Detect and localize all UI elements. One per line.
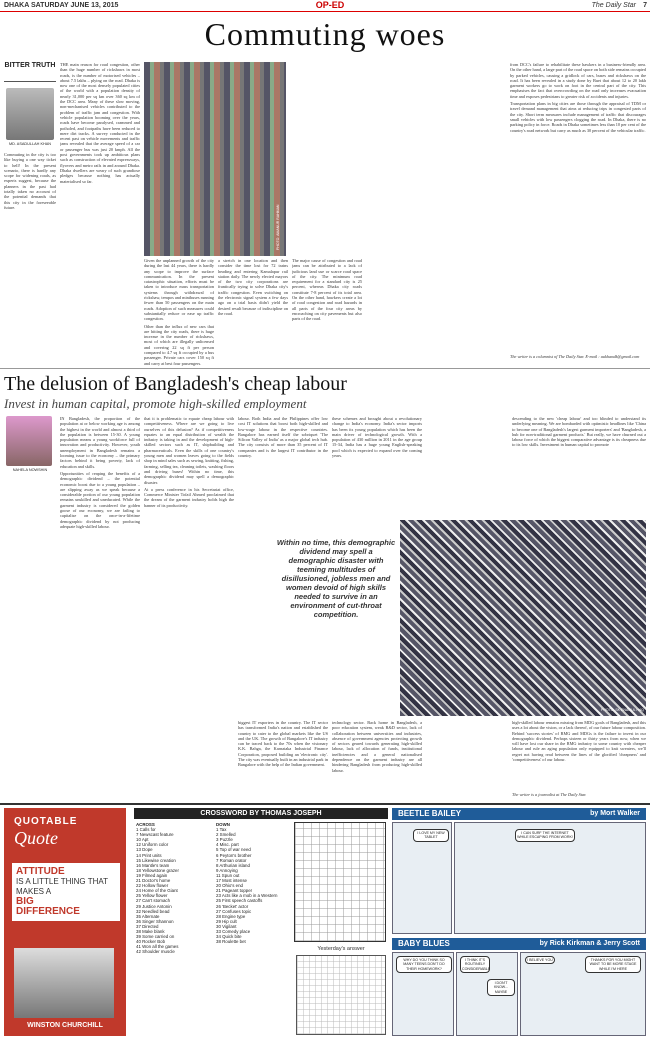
column-label: BITTER TRUTH	[4, 62, 56, 82]
quote-person: WINSTON CHURCHILL	[27, 1022, 103, 1029]
clue-item: 35 Alternate	[136, 913, 160, 919]
clue-item: 19 Filmed again	[136, 872, 168, 878]
quote-text	[12, 863, 120, 921]
article1-para: Commuting in the city is too like buying a one way ticket to hell! In the present scenario, there is hardly any scope for widening roads, as experts suggest, because the planners in the past had totally taken no account of the potential demands that this city in the foreseeable future.	[4, 152, 56, 210]
author-photo	[6, 416, 52, 466]
author-name: NAHELA NOWSHIN	[12, 468, 48, 472]
clue-item: 30 Vigilant	[216, 923, 237, 929]
across-list	[136, 827, 212, 954]
article1-col4a	[290, 62, 360, 256]
clue-item: 14 Print units	[136, 852, 162, 858]
pull-quote: Within no time, this demographic dividend may spell a demographic disaster with teeming multitudes of disillusioned, jobless men and women devoid of high skills needed to survive in an environment of cut-throat competition.	[276, 538, 396, 619]
clue-item: 36 Singer Shannon	[136, 918, 174, 924]
clue-item: 20 Ohio's end	[216, 883, 243, 889]
quote-big: BIG	[16, 896, 34, 907]
clue-item: 33 Comedy place	[216, 928, 251, 934]
quote-line1: ATTITUDE	[16, 866, 65, 877]
clue-item: 1 Tax	[216, 827, 227, 833]
article1-col3	[218, 258, 288, 368]
clue-item: 12 Uniform color	[136, 842, 169, 848]
comic2-byline: by Rick Kirkman & Jerry Scott	[539, 940, 640, 947]
clue-item: 18 Yellowstone grazer	[136, 867, 179, 873]
speech-bubble: I LOVE MY NEW TABLET	[413, 829, 449, 842]
article1-para: a stretch in one location and then consider the time lost for 72 trains heading and entering Kamalapur rail station daily. The newly elected mayors of the two city corporations are frantically trying to solve Dhaka city's traffic congestion. Even switching on the electronic signal system a few days ago on a trial basis didn't yield the desired result because of indiscipline on the road.	[218, 258, 288, 316]
clue-item: 28 Engine type	[216, 913, 246, 919]
quote-label2: Quote	[14, 828, 58, 848]
clue-item: 10 Apt	[136, 837, 149, 843]
clue-item: 7 Roman orator	[216, 857, 247, 863]
across-clues	[136, 822, 212, 1034]
clue-item: 22 Hollow flower	[136, 883, 169, 889]
article1-footnote: The writer is a columnist of The Daily Star. E-mail : aukhandk@gmail.com	[510, 354, 640, 359]
divider	[0, 368, 650, 369]
article1-col2	[144, 258, 214, 368]
article1-col1	[60, 62, 140, 274]
clue-item: 25 First speech castoffs	[216, 898, 263, 904]
article1-para: THE main reason for road congestion, other than the huge number of rickshaws in most roads, is the number of motorised vehicles – about 7.5 lakhs – plying on the road. Dhaka is now one of the most densely populated cities of the world with a population density of nearly 31,000 per sq km over 360 sq km of the DCC area. Many of these slow moving, non-mechanised vehicles contributed to the problem of traffic jam and congestion. With vehicle population booming over the years, roads have become paralysed, crammed and potholed, and footpaths have been reduced to mere dirt tracks. A survey conducted in the recent past on vehicle movements and traffic jams revealed that the average speed of a car or passenger bus was just 20 kmph. All the post governments took up ambitious plans such as construction of elevated expressways, flyovers and metro rails in and around Dhaka. Dhaka dwellers are weary of such grandiose pledges because nothing has actually materialised so far.	[60, 62, 140, 184]
article2-col3	[238, 416, 328, 514]
comic1-title: BEETLE BAILEY	[398, 809, 462, 818]
quote-label: QUOTABLE	[14, 816, 78, 827]
clue-item: 15 Likewise creation	[136, 857, 176, 863]
page-number: 7	[643, 2, 647, 9]
clue-item: 24 Home of the Giant	[136, 888, 178, 894]
section-label: OP-ED	[315, 0, 345, 10]
author-photo	[6, 88, 54, 140]
crossword-title: CROSSWORD BY THOMAS JOSEPH	[134, 808, 388, 819]
clue-item: 21 Pageant topper	[216, 888, 253, 894]
article2-para: technology sector. Back home in Bangladesh, a poor education system, weak R&D sector, lack of collaboration between universities and industries, absence of government agencies protecting growth of sectors geared towards generating high-skilled labour, lack of allocation of funds, institutional inefficiencies and a general nationalised dependence on the garment industry are all hindering Bangladesh from producing high-skilled labour.	[332, 720, 422, 773]
article2-col-low1	[238, 720, 328, 800]
masthead-name: The Daily Star	[591, 2, 636, 9]
clue-item: 25 Yellow flower	[136, 893, 168, 899]
answer-grid	[296, 955, 386, 1035]
clue-item: 38 Make blank	[136, 928, 165, 934]
author-name: MD. ASADULLAH KHAN	[9, 142, 51, 146]
clue-item: 40 Rocker Bob	[136, 939, 166, 945]
across-label: ACROSS	[136, 822, 155, 827]
down-list	[216, 827, 292, 944]
speech-bubble: I THINK IT'S ROUTINELY CONSIDERABLE	[460, 956, 490, 973]
clue-item: 7 Newscast feature	[136, 832, 174, 838]
article2-para: Opportunities of reaping the benefits of a demographic dividend – the potential economic boost due to a young population – are slipping away as we speak because a considerable portion of our young population remains unskilled and uneducated. While the garment industry is considered the golden goose of our economy, we are failing to capitalise on the once-in-a-lifetime demographic dividend by not producing adequate high-skilled labour.	[60, 470, 140, 529]
crossword-grid[interactable]	[294, 822, 386, 942]
article2-col4	[332, 416, 422, 514]
clue-item: 29 Justice Antonin	[136, 903, 172, 909]
quote-line2: IS A LITTLE THING THAT MAKES A	[16, 877, 108, 896]
article1-para: Given the unplanned growth of the city during the last 44 years, there is hardly any scope to improve the surface communication. In the present catastrophic situation, efforts must be taken to introduce mass transportation systems through withdrawal of rickshaw, tempos and minibuses running fewer than 50 passengers on the main roads. Adoption of such measures could substantially reduce or ease up traffic congestion.	[144, 258, 214, 322]
article2-para: descending to the new 'cheap labour' and too blinded to understand its underlying meaning. We are bombarded with optimistic headlines like 'China to become one of Bangladesh's largest garment importers' and 'Bangladesh, a hub for non-traditional garment products.' But really, we have churned out a labour force of which the biggest comparative advantage is its cheapness due to its low skills. Investment in human capital to promote	[512, 416, 646, 448]
article1-col3b	[292, 258, 362, 368]
clue-item: 41 Won all the games	[136, 944, 179, 950]
clue-item: 5 Top of war need	[216, 847, 251, 853]
article2-para: At a press conference in his Secretariat office, Commerce Minister Tofail Ahmed proclaimed that the dream of the garment industry holds high the banner of its productivity.	[144, 486, 234, 508]
article2-col2	[144, 416, 234, 800]
article1-col5	[510, 62, 646, 352]
comic2-title: BABY BLUES	[398, 939, 450, 948]
comic1-byline: by Mort Walker	[590, 810, 640, 817]
article2-para: these schemes and brought about a revolutionary change to India's economy. India's sector imports has been its young population which has been the main driver of technological growth. With a population of 430 million in 2011 in the age group 15-34, India has a huge young English-speaking pool which is expected to expand over the coming years.	[332, 416, 422, 459]
article2-col-low3	[512, 720, 646, 790]
article2-para: IN Bangladesh, the proportion of the population at or below working age is among the highest in the world and almost a third of the population is between 15-30. A young population means a young workforce full of innovation and productivity. However, youth unemployment in Bangladesh remains a looming issue to the economy – the primary factors behind it being poverty, lack of education and skills.	[60, 416, 140, 469]
article1-para: Transportation plans in big cities are those through the appraisal of TDM or travel demand management that aims at reducing trips in congested parts of the city. Short term measures include management of traffic that discourages small vehicles with low passengers clogging the road. In Dhaka, there is no parking policy in force. Roads in Dhaka sometimes less than 10 per cent of the country's road network but carry as much as 30 percent of the vehicular traffic.	[510, 101, 646, 133]
clue-item: 39 Some carried on	[136, 934, 175, 940]
article1-col4	[366, 62, 506, 362]
comic2-panel3	[520, 952, 646, 1036]
crowd-photo	[400, 520, 646, 716]
clue-item: 3 Puzzle	[216, 837, 233, 843]
comic2-panel2	[456, 952, 518, 1036]
article1-col1-left	[4, 152, 56, 274]
clue-item: 8 Arthurian island	[216, 862, 250, 868]
speech-bubble: THANKS FOR YOU MIGHT WANT TO BE MORE STAGE WHILE I'M HERE	[585, 956, 641, 973]
article1-para: Other than the influx of new cars that are hitting the city roads, there is huge increase in the number of rickshaws, most of which are illegally unlicensed and covering 22 sq ft per person compared to 4.7 sq ft occupied by a bus passenger. Private cars cover 150 sq ft and carry at best four passengers.	[144, 323, 214, 366]
clue-item: 4 Misc. part	[216, 842, 239, 848]
clue-item: 32 Needled bead	[136, 908, 170, 914]
down-clues	[216, 822, 292, 1034]
clue-item: 11 Spun out	[216, 872, 240, 878]
traffic-photo	[144, 62, 286, 256]
clue-item: 37 Directed	[136, 923, 159, 929]
article2-headline: The delusion of Bangladesh's cheap labour	[4, 373, 347, 395]
article2-col1	[60, 416, 140, 800]
clue-item: 21 Doctor's home	[136, 878, 171, 884]
clue-item: 6 Peyton's brother	[216, 852, 252, 858]
clue-item: 9 Annoying	[216, 867, 238, 873]
article2-col-low2	[332, 720, 422, 800]
speech-bubble: I BELIEVE YOU	[525, 956, 555, 964]
article1-para: The major cause of congestion and road jams can be attributed to a lack of judicious land use or scarce road space of the city. The minimum road requirement for a standard city is 25 percent, whereas Dhaka city roads constitute 7-8 percent of its total area. On the other hand, hawkers create a lot of road congestion and road hazards in all parts of the four city areas by encroaching on city pavements but also parts of the road.	[292, 258, 362, 322]
clue-item: 23 Acts like a mob in a Western	[216, 893, 278, 899]
portrait-photo	[14, 948, 114, 1018]
article1-para: from DCC's failure to rehabilitate these hawkers in a business-friendly area. On the other hand, a large part of the road space on both side remains occupied by parked vehicles, causing a gridlock of cars, buses and rickshaws on the road. It has been revealed in a study done by Buet that about 12 to 20 lakh garment workers go to work on foot in the central part of the city. This emphasises the fact that overcrowding on the road only increases evacuation time and exposes pedestrians to greater risk of accidents and injuries.	[510, 62, 646, 99]
comic1-header	[392, 808, 646, 820]
answer-label: Yesterday's answer	[317, 946, 365, 952]
clue-item: 17 Most intense	[216, 878, 247, 884]
speech-bubble: I CAN SURF THE INTERNET WHILE ESCAPING FROM WORK!	[515, 829, 575, 842]
comic1-panel1	[392, 822, 452, 934]
photo-credit: PHOTO: SK ENAMUL HAQ	[601, 708, 644, 712]
speech-bubble: I DON'T KNOW... MAYBE	[487, 979, 515, 996]
article1-headline: Commuting woes	[204, 16, 446, 52]
edition-date: DHAKA SATURDAY JUNE 13, 2015	[4, 2, 119, 9]
clue-item: 34 Quick bite	[216, 934, 242, 940]
clue-item: 29 Hip cult	[216, 918, 237, 924]
article2-subtitle: Invest in human capital, promote high-skilled employment	[4, 396, 307, 411]
comic2-panel1	[392, 952, 454, 1036]
clue-item: 42 Shoulder muscle	[136, 949, 175, 955]
article2-para: labour. Both India and the Philippines offer low cost IT solutions that boost both high-skilled and low-wage labour in the respective countries. Bangalore has earned itself the sobriquet 'The Silicon Valley of India' as a major global tech hub. The city consists of more than 35 percent of IT companies and is the largest IT contributor in the country.	[238, 416, 328, 459]
down-label: DOWN	[216, 822, 230, 827]
clue-item: 13 Dope	[136, 847, 153, 853]
top-bar	[0, 0, 650, 12]
clue-item: 27 Confuses topic	[216, 908, 252, 914]
article2-para: biggest IT exporters in the country. The IT sector has transformed India's nation and established the country to cater to the global markets like the US and the UK. The growth of Bangalore's IT industry can be traced back to the 70s when the visionary K.K. Bahga, the Karnataka Industrial Finance Corporation, proposed building an 'electronic city'. The city was eventually built in an industrial park in Bangalore with the help of the Indian government.	[238, 720, 328, 768]
article2-footnote: The writer is a journalist at The Daily Star.	[512, 792, 587, 797]
article2-col5	[512, 416, 646, 514]
comic2-header	[392, 938, 646, 950]
divider	[0, 803, 650, 805]
quotable-quote-box	[4, 808, 126, 1036]
article2-para: high-skilled labour remains missing from MDG goals of Bangladesh, and this uses a lot about the vision, or a lack thereof, of our future labour composition. Behind 'success stories' of RMG and MDGs is the failure to invest in our demographic dividend. Perhaps sixteen or thirty years from now, when we will have lost our share in the RMG industry to some country with cheaper labour and rule an aging population only equipped to knit sweaters, we'll regret not having read between the lines of the glorified 'cheapness' and 'competitiveness' of our labour.	[512, 720, 646, 763]
comic1-panel2	[454, 822, 646, 934]
quote-line3: DIFFERENCE	[16, 906, 80, 917]
clue-item: 2 Smelled	[216, 832, 236, 838]
clue-item: 16 Mantle's team	[136, 862, 170, 868]
article2-para: that it is problematic to equate cheap labour with competitiveness. Where are we going to live ourselves of this delusion? As if competitiveness equates to an equal distribution of wealth the industry is taking in and the development of high-skilled sectors such as IT, shipbuilding and pharmaceuticals. Even the skills of one country's young men and women leaves going to the fields shop in mind sales such as sewing, knitting, fishing, farming, selling tea, cleaning toilets, washing floors and driving buses! Within no time, this demographic dividend may spell a demographic disaster.	[144, 416, 234, 485]
photo-credit: PHOTO: AMANUR RAHMAN	[276, 204, 280, 250]
speech-bubble: WHY DO YOU THINK SO MANY TEENS DON'T DO THEIR HOMEWORK?	[396, 956, 452, 973]
clue-item: 38 Roulette bet	[216, 939, 246, 945]
clue-item: 1 Calls for	[136, 827, 156, 833]
clue-item: 27 Can't stomach	[136, 898, 171, 904]
clue-item: 26 'Becket' actor	[216, 903, 249, 909]
